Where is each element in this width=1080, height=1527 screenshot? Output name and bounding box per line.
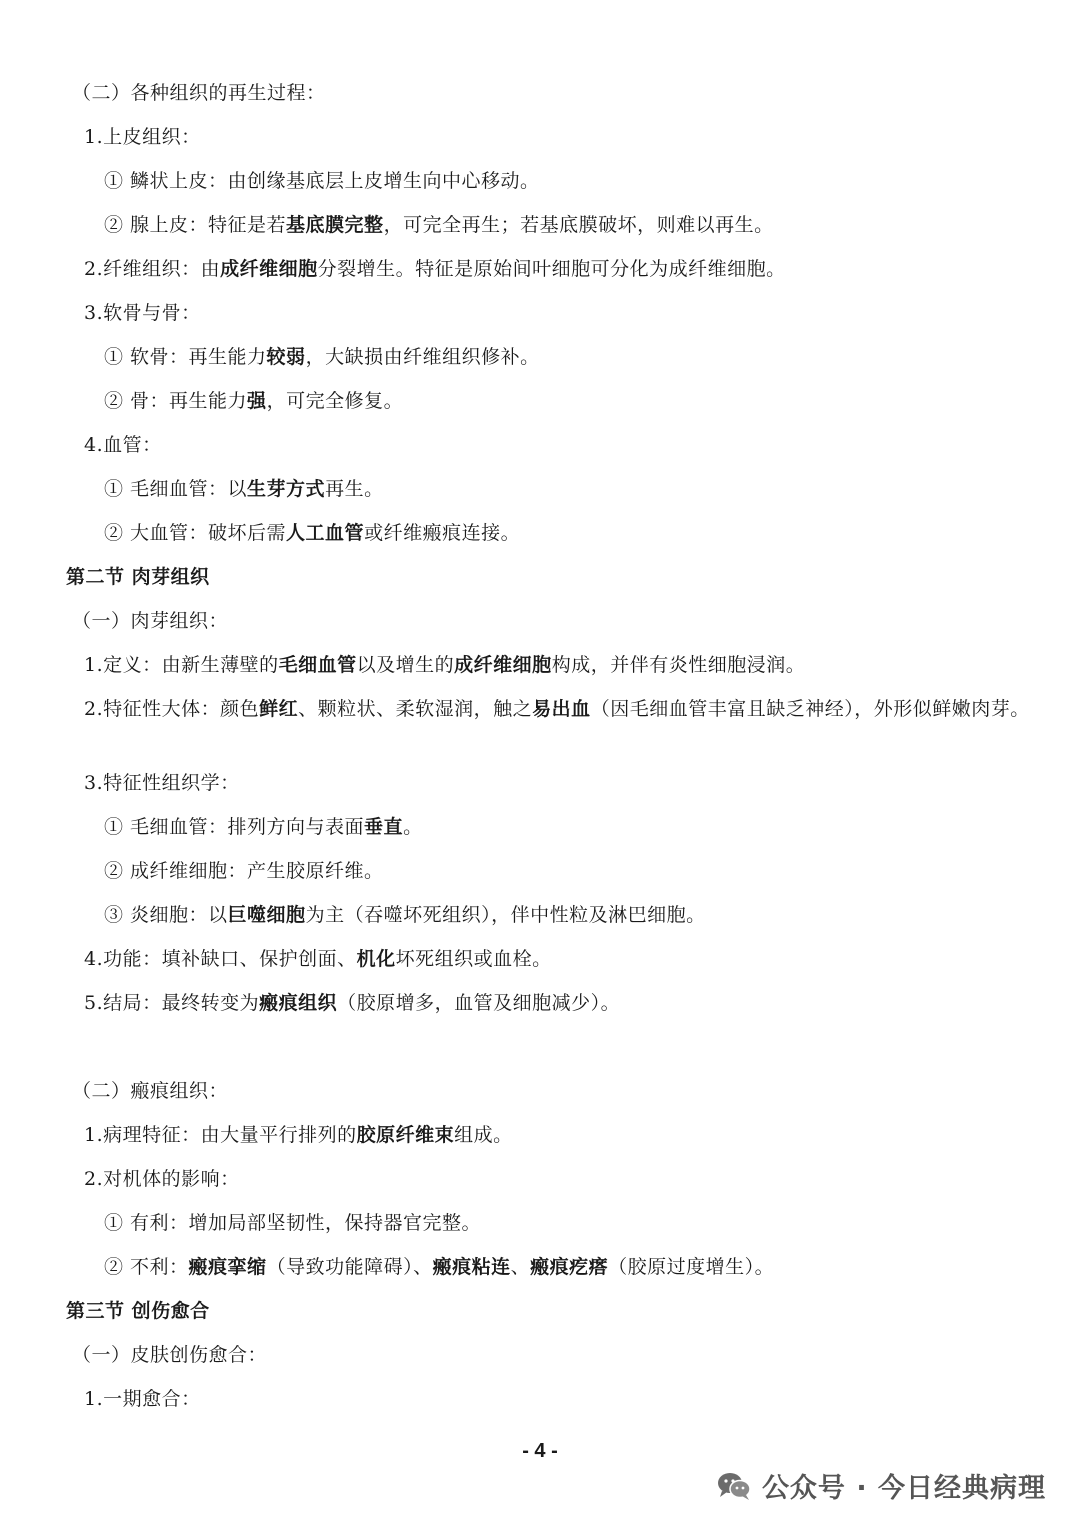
- bold-term: 基底膜完整: [286, 214, 384, 236]
- wechat-icon: [716, 1471, 752, 1501]
- text-run: （一）肉芽组织：: [72, 610, 229, 632]
- bold-term: 鲜红: [259, 698, 299, 720]
- bold-term: 易出血: [532, 698, 591, 720]
- bold-term: 瘢痕组织: [259, 992, 338, 1014]
- bold-term: 毛细血管: [278, 654, 357, 676]
- text-run: （一）皮肤创伤愈合：: [72, 1344, 268, 1366]
- list-item: [84, 298, 201, 328]
- text-run: ① 毛细血管：以: [104, 478, 248, 500]
- text-run: ，大缺损由纤维组织修补。: [305, 346, 540, 368]
- text-run: ② 腺上皮：特征是若: [104, 214, 287, 236]
- bold-term: 成纤维细胞: [454, 654, 552, 676]
- text-run: 第二节 肉芽组织: [66, 566, 210, 588]
- text-run: ③ 炎细胞：以: [104, 904, 228, 926]
- text-run: 1.上皮组织：: [84, 126, 201, 148]
- text-run: ① 毛细血管：排列方向与表面: [104, 816, 365, 838]
- text-run: 组成。: [454, 1124, 513, 1146]
- text-run: 坏死组织或血栓。: [395, 948, 552, 970]
- bold-term: 人工血管: [286, 522, 365, 544]
- bold-term: 较弱: [266, 346, 306, 368]
- text-run: 、颗粒状、柔软湿润，触之: [298, 698, 533, 720]
- text-run: 。: [403, 816, 423, 838]
- text-run: （二）瘢痕组织：: [72, 1080, 229, 1102]
- text-run: （胶原过度增生）。: [608, 1256, 775, 1278]
- text-run: 再生。: [325, 478, 384, 500]
- list-item: [84, 694, 1044, 724]
- text-run: 以及增生的: [356, 654, 455, 676]
- text-run: 1.一期愈合：: [84, 1388, 201, 1410]
- list-item: [84, 944, 552, 974]
- text-run: ，可完全修复。: [266, 390, 404, 412]
- list-subitem: [104, 474, 384, 504]
- text-run: 分裂增生。特征是原始间叶细胞可分化为成纤维细胞。: [317, 258, 786, 280]
- list-item: [84, 254, 786, 284]
- text-run: （二）各种组织的再生过程：: [72, 82, 326, 104]
- bold-term: 强: [247, 390, 267, 412]
- text-run: 3.软骨与骨：: [84, 302, 201, 324]
- bold-term: 瘢痕粘连: [432, 1256, 511, 1278]
- bold-term: 机化: [356, 948, 396, 970]
- text-run: 4.功能：填补缺口、保护创面、: [84, 948, 357, 970]
- list-subitem: [104, 900, 706, 930]
- section-subheading: [72, 1340, 267, 1370]
- text-run: 3.特征性组织学：: [84, 772, 240, 794]
- page-number: - 4 -: [522, 1440, 558, 1462]
- text-run: 2.纤维组织：由: [84, 258, 221, 280]
- text-run: 第三节 创伤愈合: [66, 1300, 210, 1322]
- list-subitem: [104, 342, 540, 372]
- list-item: [84, 1164, 240, 1194]
- bold-term: 巨噬细胞: [227, 904, 306, 926]
- text-run: ，可完全再生；若基底膜破坏，则难以再生。: [383, 214, 774, 236]
- text-run: ② 成纤维细胞：产生胶原纤维。: [104, 860, 384, 882]
- list-subitem: [104, 210, 774, 240]
- bold-term: 瘢痕挛缩: [188, 1256, 267, 1278]
- text-run: ① 鳞状上皮：由创缘基底层上皮增生向中心移动。: [104, 170, 540, 192]
- text-run: ① 有利：增加局部坚韧性，保持器官完整。: [104, 1212, 482, 1234]
- list-subitem: [104, 166, 540, 196]
- list-item: [84, 122, 201, 152]
- list-item: [84, 988, 620, 1018]
- text-run: ② 骨：再生能力: [104, 390, 248, 412]
- text-run: 5.结局：最终转变为: [84, 992, 260, 1014]
- text-run: （胶原增多，血管及细胞减少）。: [337, 992, 621, 1014]
- bold-term: 胶原纤维束: [356, 1124, 455, 1146]
- list-item: [84, 650, 805, 680]
- section-subheading: [72, 1076, 228, 1106]
- text-run: ② 大血管：破坏后需: [104, 522, 287, 544]
- section-subheading: [72, 78, 326, 108]
- text-run: 构成，并伴有炎性细胞浸润。: [551, 654, 806, 676]
- text-run: 2.特征性大体：颜色: [84, 698, 260, 720]
- text-run: 2.对机体的影响：: [84, 1168, 240, 1190]
- list-item: [84, 768, 240, 798]
- text-run: 1.定义：由新生薄壁的: [84, 654, 279, 676]
- list-item: [84, 1120, 513, 1150]
- section-heading: [66, 1296, 210, 1326]
- text-run: 1.病理特征：由大量平行排列的: [84, 1124, 357, 1146]
- text-run: 、: [510, 1256, 531, 1278]
- watermark: [716, 1466, 1046, 1505]
- list-subitem: [104, 386, 403, 416]
- list-item: [84, 430, 162, 460]
- bold-term: 生芽方式: [247, 478, 326, 500]
- text-run: ① 软骨：再生能力: [104, 346, 267, 368]
- list-item: [84, 1384, 201, 1414]
- text-run: （导致功能障碍）、: [266, 1256, 433, 1278]
- bold-term: 垂直: [364, 816, 404, 838]
- text-run: 为主（吞噬坏死组织），伴中性粒及淋巴细胞。: [305, 904, 706, 926]
- list-subitem: [104, 1252, 774, 1282]
- list-subitem: [104, 1208, 481, 1238]
- text-run: 或纤维瘢痕连接。: [364, 522, 521, 544]
- list-subitem: [104, 812, 423, 842]
- watermark-text: 公众号 · 今日经典病理: [761, 1473, 1046, 1504]
- text-run: （因毛细血管丰富且缺乏神经），外形似鲜嫩肉芽。: [590, 698, 1030, 720]
- text-run: 4.血管：: [84, 434, 162, 456]
- text-run: ② 不利：: [104, 1256, 189, 1278]
- bold-term: 成纤维细胞: [220, 258, 318, 280]
- list-subitem: [104, 856, 384, 886]
- list-subitem: [104, 518, 520, 548]
- section-heading: [66, 562, 210, 592]
- bold-term: 瘢痕疙瘩: [530, 1256, 609, 1278]
- section-subheading: [72, 606, 228, 636]
